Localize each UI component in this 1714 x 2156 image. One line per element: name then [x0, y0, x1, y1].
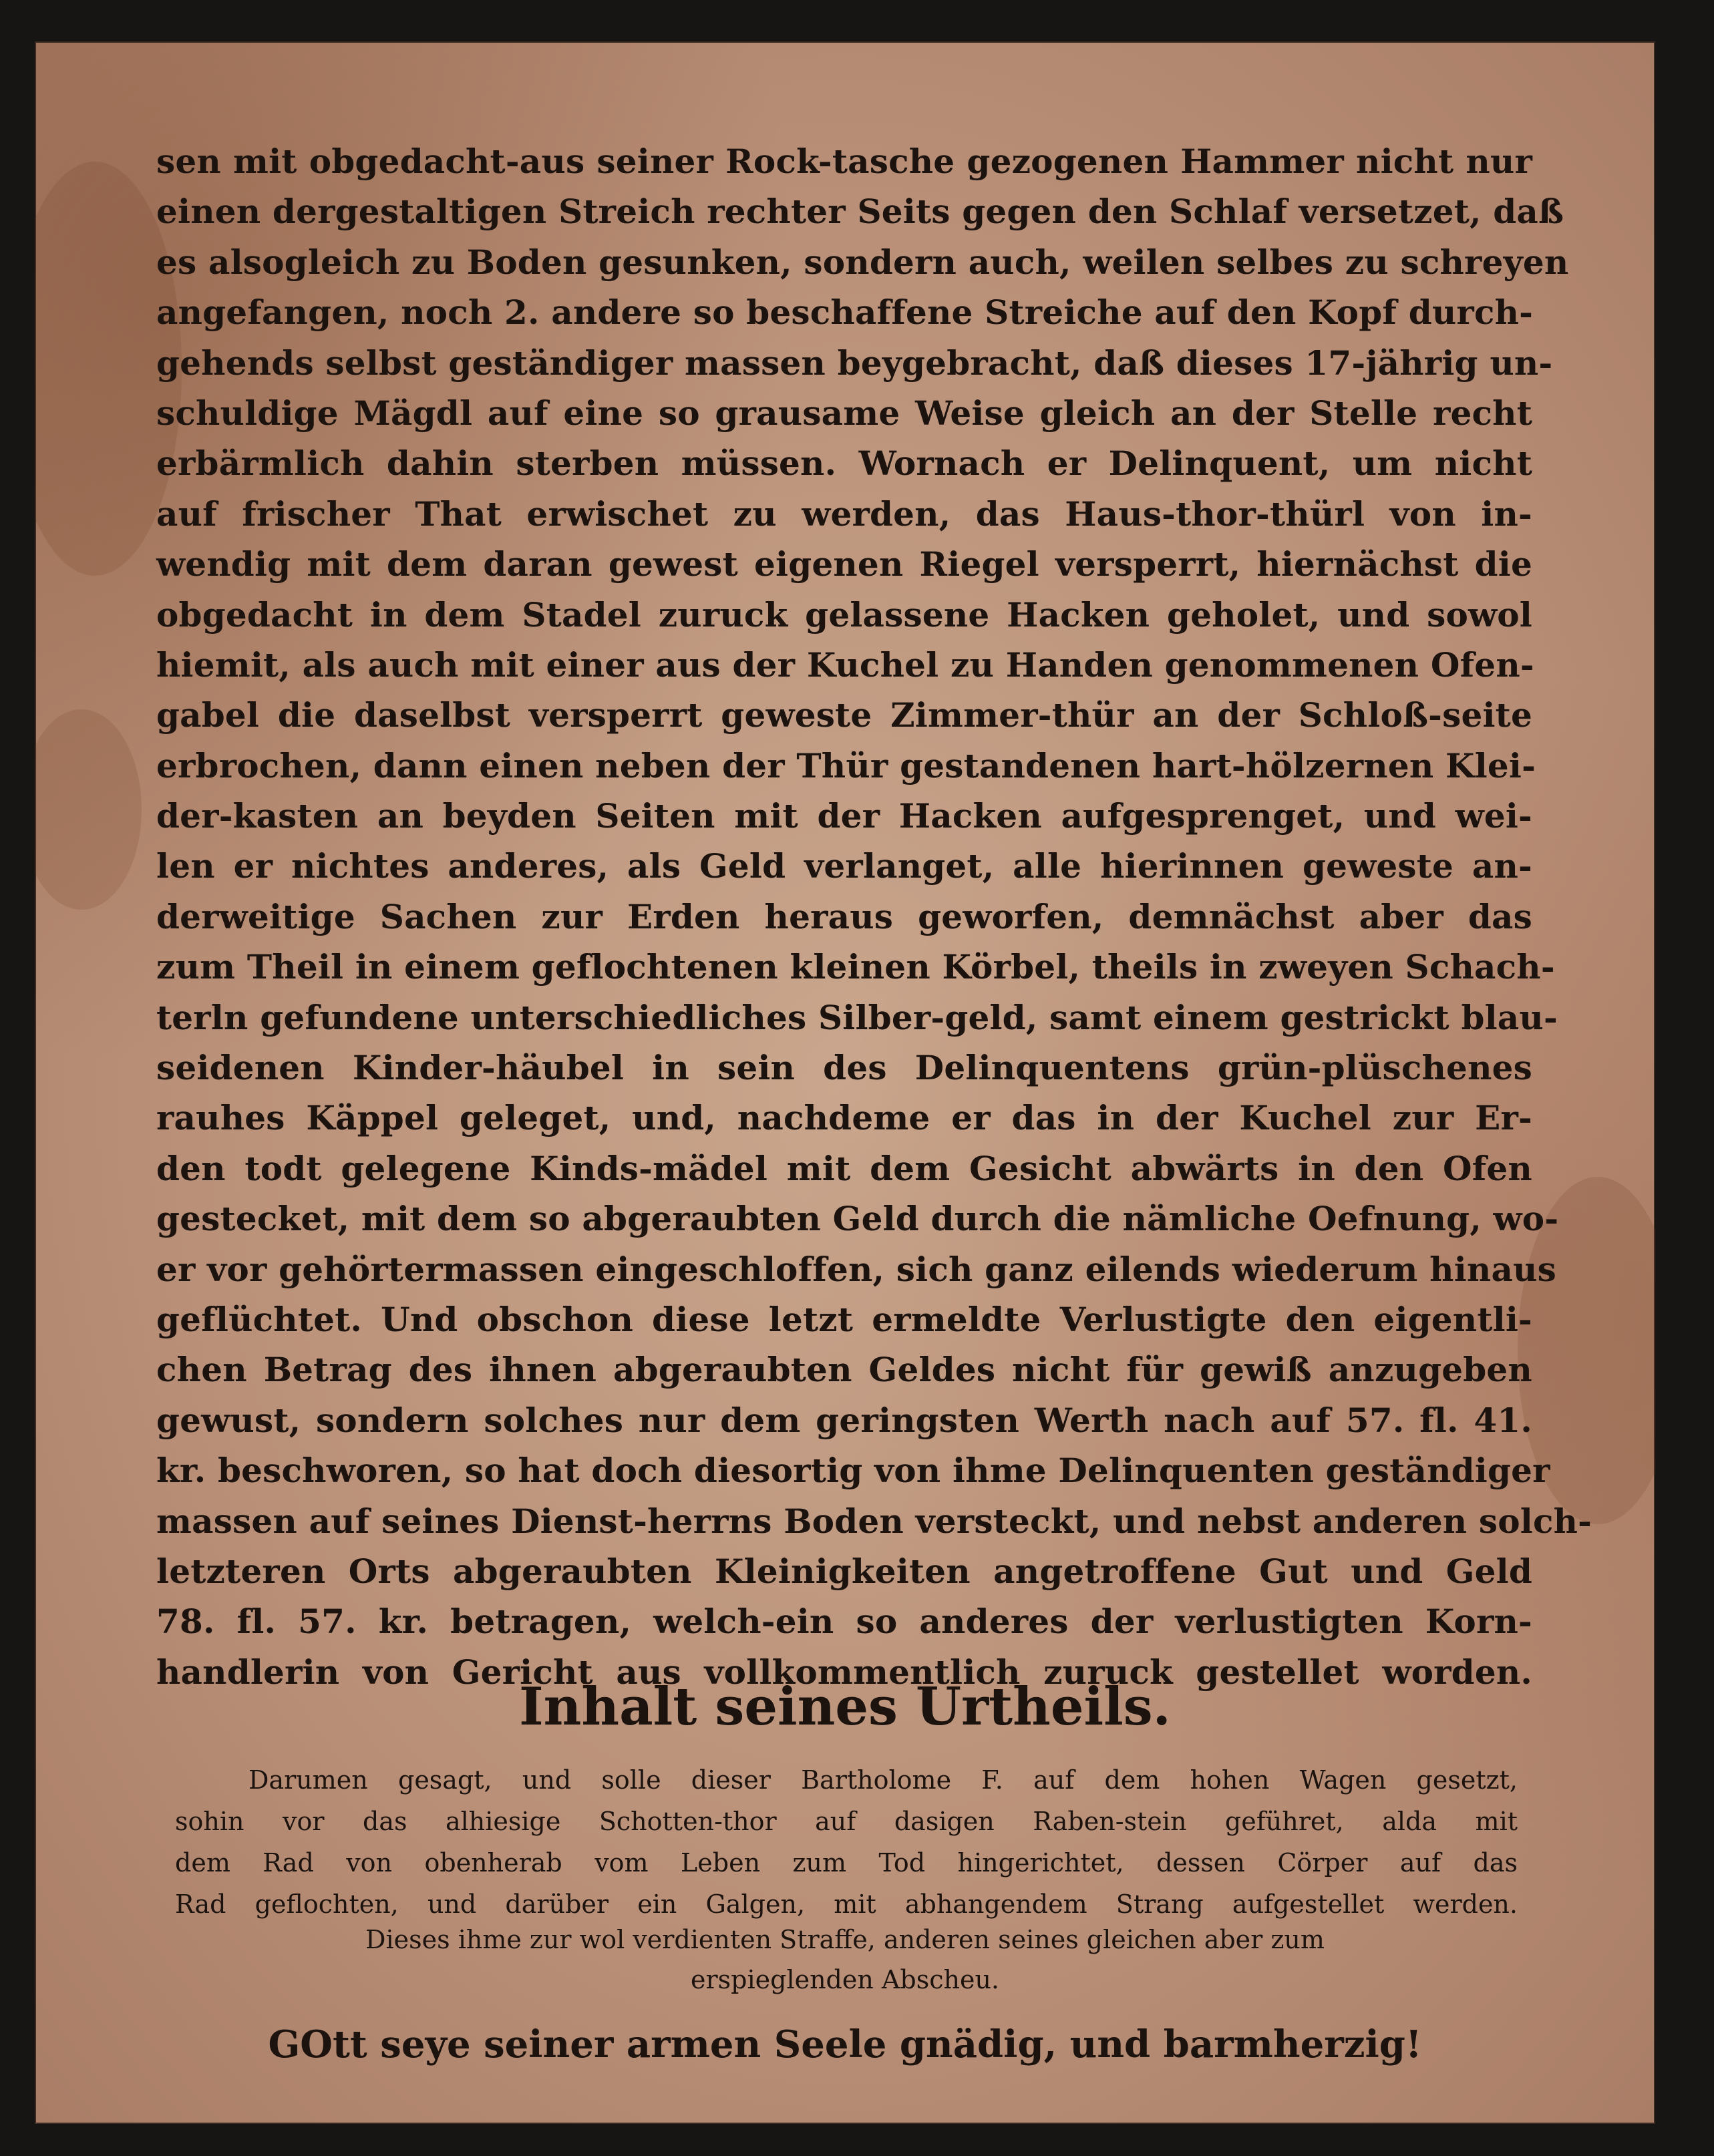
- body-line: es alsogleich zu Boden gesunken, sondern auch, weilen selbes zu schreyen: [156, 242, 1569, 282]
- body-line: gehends selbst geständiger massen beygebracht, daß dieses 17-jährig un-: [156, 343, 1553, 383]
- paper-page: [35, 41, 1655, 2124]
- body-line: angefangen, noch 2. andere so beschaffene Streiche auf den Kopf durch-: [156, 293, 1534, 333]
- body-line: erbrochen, dann einen neben der Thür gestandenen hart-hölzernen Klei-: [156, 745, 1536, 785]
- body-line: sen mit obgedacht-aus seiner Rock-tasche gezogenen Hammer nicht nur: [156, 142, 1532, 181]
- body-line: zum Theil in einem geflochtenen kleinen Körbel, theils in zweyen Schach-: [156, 947, 1555, 987]
- body-line: geflüchtet. Und obschon diese letzt ermeldte Verlustigte den eigentli-: [156, 1299, 1532, 1339]
- body-line: hiemit, als auch mit einer aus der Kuchel zu Handen genommenen Ofen-: [156, 645, 1534, 685]
- body-text: [156, 136, 1592, 1697]
- body-line: seidenen Kinder-häubel in sein des Delinquentens grün-plüschenes: [156, 1048, 1532, 1088]
- body-line: kr. beschworen, so hat doch diesortig von ihme Delinquenten geständiger: [156, 1451, 1550, 1491]
- body-line: einen dergestaltigen Streich rechter Seits gegen den Schlaf versetzet, daß: [156, 192, 1564, 232]
- body-line: obgedacht in dem Stadel zuruck gelassene Hacken geholet, und sowol: [156, 594, 1532, 635]
- body-line: gestecket, mit dem so abgeraubten Geld durch die nämliche Oefnung, wo-: [156, 1199, 1559, 1239]
- verdict-line: Darumen gesagt, und solle dieser Bartholome F. auf dem hohen Wagen gesetzt,: [248, 1765, 1518, 1795]
- body-line: gewust, sondern solches nur dem geringsten Werth nach auf 57. fl. 41.: [156, 1400, 1532, 1440]
- body-line: derweitige Sachen zur Erden heraus geworfen, demnächst aber das: [156, 896, 1532, 936]
- verdict-line: sohin vor das alhiesige Schotten-thor auf dasigen Raben-stein geführet, alda mit: [175, 1807, 1518, 1836]
- verdict-line: Rad geflochten, und darüber ein Galgen, mit abhangendem Strang aufgestellet werden.: [175, 1890, 1518, 1919]
- body-line: erbärmlich dahin sterben müssen. Wornach er Delinquent, um nicht: [156, 443, 1532, 484]
- closing-text: [35, 1920, 1655, 2000]
- body-line: letzteren Orts abgeraubten Kleinigkeiten angetroffene Gut und Geld: [156, 1551, 1532, 1591]
- final-blessing: GOtt seye seiner armen Seele gnädig, und barmherzig!: [268, 2022, 1422, 2067]
- verdict-line: dem Rad von obenherab vom Leben zum Tod hingerichtet, dessen Cörper auf das: [175, 1848, 1518, 1877]
- body-line: 78. fl. 57. kr. betragen, welch-ein so anderes der verlustigten Korn-: [156, 1602, 1532, 1642]
- verdict-heading: Inhalt seines Urtheils.: [519, 1676, 1171, 1737]
- body-line: massen auf seines Dienst-herrns Boden versteckt, und nebst anderen solch-: [156, 1501, 1592, 1541]
- verdict-text: [175, 1759, 1518, 1925]
- closing-line: Dieses ihme zur wol verdienten Straffe, anderen seines gleichen aber zum: [365, 1925, 1325, 1954]
- body-line: den todt gelegene Kinds-mädel mit dem Gesicht abwärts in den Ofen: [156, 1148, 1532, 1188]
- body-line: der-kasten an beyden Seiten mit der Hacken aufgesprenget, und wei-: [156, 796, 1532, 836]
- body-line: rauhes Käppel geleget, und, nachdeme er das in der Kuchel zur Er-: [156, 1098, 1532, 1138]
- body-line: wendig mit dem daran gewest eigenen Riegel versperrt, hiernächst die: [156, 544, 1532, 584]
- body-line: schuldige Mägdl auf eine so grausame Weise gleich an der Stelle recht: [156, 393, 1532, 433]
- body-line: terln gefundene unterschiedliches Silber-geld, samt einem gestrickt blau-: [156, 997, 1558, 1037]
- stain-left-lower: [35, 709, 142, 910]
- body-line: chen Betrag des ihnen abgeraubten Geldes nicht für gewiß anzugeben: [156, 1350, 1532, 1390]
- body-line: auf frischer That erwischet zu werden, das Haus-thor-thürl von in-: [156, 494, 1532, 534]
- body-line: er vor gehörtermassen eingeschloffen, sich ganz eilends wiederum hinaus: [156, 1249, 1556, 1289]
- body-line: gabel die daselbst versperrt geweste Zimmer-thür an der Schloß-seite: [156, 695, 1532, 735]
- closing-line: erspieglenden Abscheu.: [691, 1965, 999, 1994]
- body-line: len er nichtes anderes, als Geld verlanget, alle hierinnen geweste an-: [156, 846, 1532, 886]
- body-line: handlerin von Gericht aus vollkommentlich zuruck gestellet worden.: [156, 1652, 1532, 1692]
